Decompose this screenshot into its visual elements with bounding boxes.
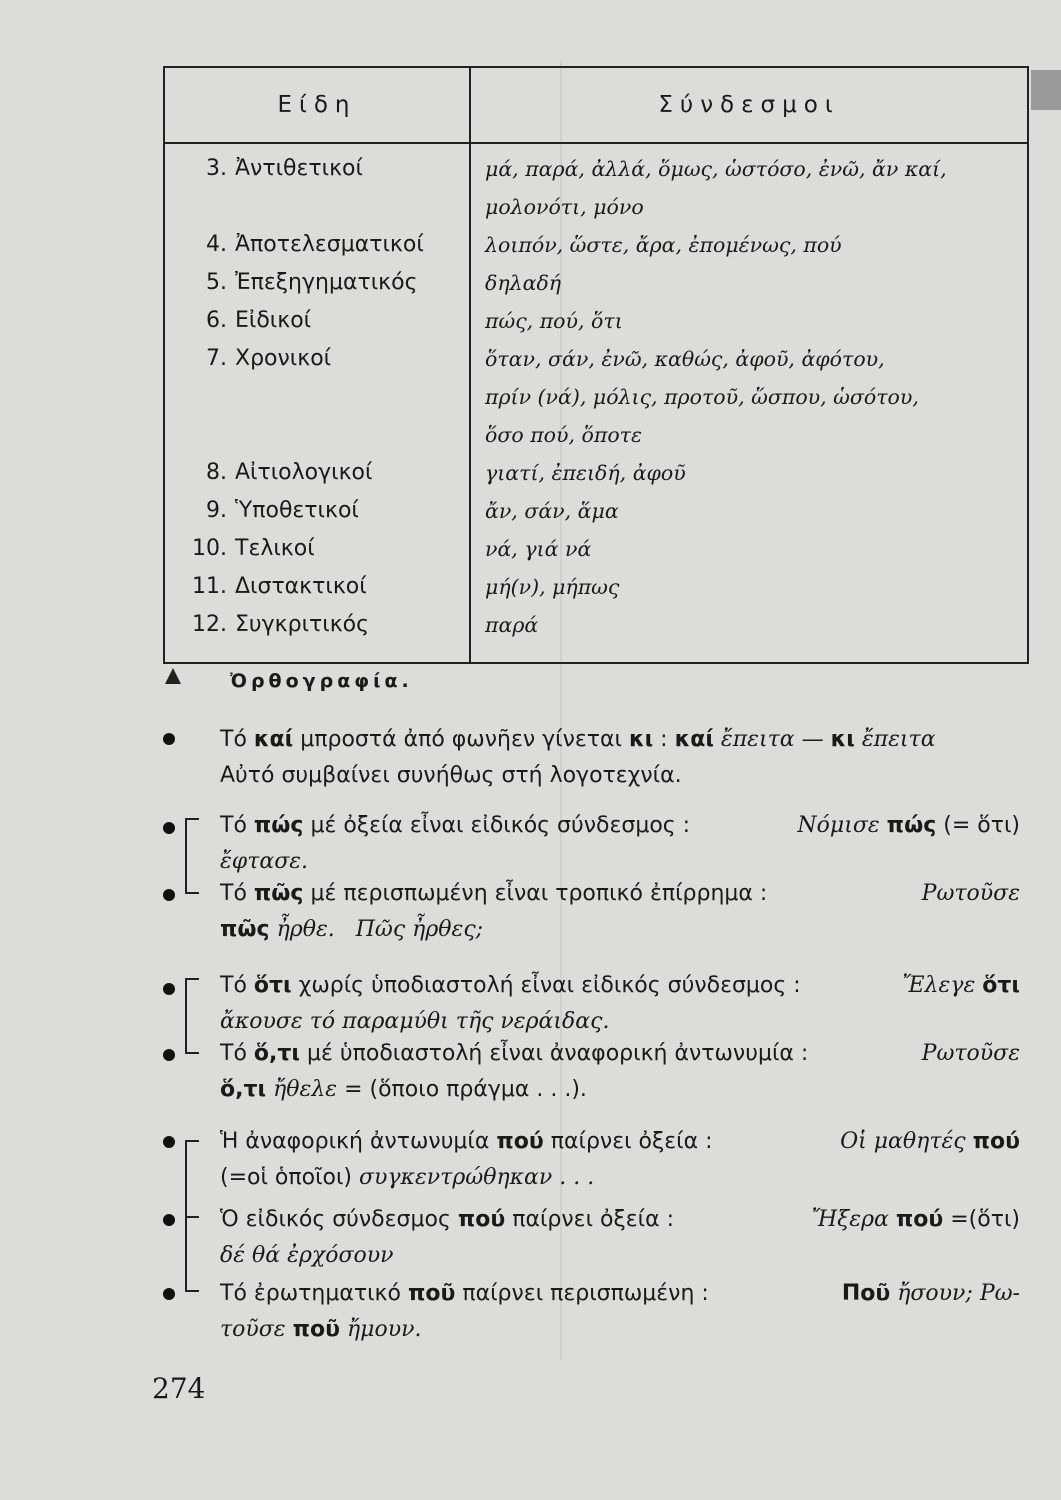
kind-row <box>175 606 469 644</box>
rule-line <box>220 808 1020 844</box>
example: ἤθελε <box>273 1077 338 1102</box>
text: μέ ὀξεία εἶναι εἰδικός σύνδεσμος : <box>310 813 691 838</box>
keyword: ποῦ <box>292 1317 340 1342</box>
kind-name: Ὑποθετικοί <box>235 498 359 523</box>
rule-line <box>220 1202 1020 1238</box>
table-body-row <box>164 143 1028 663</box>
kind-row <box>175 492 469 530</box>
rule-line <box>220 1160 1020 1196</box>
text: Ὁ εἰδικός σύνδεσμος <box>220 1207 451 1232</box>
example: Ρωτοῦσε <box>921 881 1020 906</box>
kind-name: Τελικοί <box>235 536 315 561</box>
conj-line: νά, γιά νά <box>485 537 592 561</box>
keyword: πῶς <box>220 917 270 942</box>
example: ἦρθε. <box>276 917 335 942</box>
example: ἔφτασε. <box>220 849 309 874</box>
conjunctions-column <box>470 143 1028 663</box>
kind-number: 3. <box>206 156 227 181</box>
kind-row <box>175 530 469 568</box>
bracket-pou <box>185 1140 201 1292</box>
conj-line: δηλαδή <box>485 271 562 295</box>
keyword: ὅτι <box>982 973 1020 998</box>
rule-line <box>220 968 1020 1004</box>
example: Ἤξερα <box>811 1207 889 1232</box>
rule-pou-pronoun <box>220 1124 1020 1196</box>
keyword: πού <box>895 1207 944 1232</box>
example: Ἔλεγε <box>902 973 976 998</box>
kind-name: Αἰτιολογικοί <box>235 460 373 485</box>
bracket-pos <box>185 818 201 894</box>
kind-row <box>175 302 469 340</box>
kind-name: Διστακτικοί <box>235 574 367 599</box>
text: Τό ἐρωτηματικό <box>220 1281 401 1306</box>
example: δέ θά ἐρχόσουν <box>220 1243 394 1268</box>
kind-row <box>175 226 469 264</box>
keyword: πώς <box>886 813 937 838</box>
kind-row <box>175 150 469 188</box>
keyword: Ποῦ <box>841 1281 891 1306</box>
text: Τό <box>220 881 247 906</box>
bullet-icon <box>163 1049 175 1061</box>
conj-line: μά, παρά, ἀλλά, ὅμως, ὡστόσο, ἐνῶ, ἄν καί, <box>485 157 947 181</box>
table-header-row <box>164 67 1028 143</box>
example: Πῶς ἦρθες; <box>355 917 484 942</box>
text: (=οἱ ὁποῖοι) <box>220 1165 353 1190</box>
keyword: ὅ,τι <box>253 1041 300 1066</box>
text: : <box>660 727 668 752</box>
bullet-icon <box>163 1136 175 1148</box>
example: Ρωτοῦσε <box>921 1041 1020 1066</box>
rule-line <box>220 1072 1020 1108</box>
kind-name: Ἀντιθετικοί <box>235 156 363 181</box>
conj-line: πώς, πού, ὅτι <box>485 309 623 333</box>
kinds-column <box>164 143 470 663</box>
kind-name: Ἀποτελεσματικοί <box>235 232 424 257</box>
text: Τό <box>220 1041 247 1066</box>
conj-line: ἄν, σάν, ἅμα <box>485 499 619 523</box>
section-title: Ὀρθογραφία. <box>230 670 413 692</box>
text: μπροστά ἀπό φωνῆεν γίνεται <box>300 727 622 752</box>
keyword: κι <box>830 727 855 752</box>
kind-number: 4. <box>206 232 227 257</box>
conj-line: λοιπόν, ὥστε, ἄρα, ἐπομένως, πού <box>485 233 842 257</box>
spacer-row <box>175 416 469 454</box>
keyword: πού <box>972 1129 1020 1154</box>
bullet-icon <box>163 822 175 834</box>
rule-pos-oxeia <box>220 808 1020 880</box>
text: Τό <box>220 727 247 752</box>
bullet-icon <box>163 733 175 745</box>
keyword: κι <box>628 727 654 752</box>
keyword: καί <box>674 727 714 752</box>
example: τοῦσε <box>220 1317 286 1342</box>
kind-name: Συγκριτικός <box>235 612 370 637</box>
conj-line: ὅσο πού, ὅποτε <box>485 423 643 447</box>
rule-pou-conjunction <box>220 1202 1020 1274</box>
rule-pou-interrogative <box>220 1276 1020 1348</box>
bullet-icon <box>163 889 175 901</box>
header-conjunctions: Σύνδεσμοι <box>470 67 1028 143</box>
keyword: ποῦ <box>407 1281 456 1306</box>
kind-name: Χρονικοί <box>235 346 332 371</box>
text: = (ὅποιο πράγμα . . .). <box>344 1077 587 1102</box>
example: συγκεντρώθηκαν . . . <box>359 1165 595 1190</box>
rule-kai <box>220 722 1020 794</box>
text: μέ περισπωμένη εἶναι τροπικό ἐπίρρημα : <box>310 881 768 906</box>
rule-oti <box>220 968 1020 1040</box>
kind-row <box>175 264 469 302</box>
conj-line: πρίν (νά), μόλις, προτοῦ, ὥσπου, ὡσότου, <box>485 385 919 409</box>
keyword: πῶς <box>253 881 304 906</box>
example: ἔπειτα <box>861 727 936 752</box>
spacer-row <box>175 378 469 416</box>
keyword: ὅ,τι <box>220 1077 267 1102</box>
text: =(ὅτι) <box>950 1207 1020 1232</box>
rule-line <box>220 1124 1020 1160</box>
example: ἄκουσε τό παραμύθι τῆς νεράιδας. <box>220 1009 610 1034</box>
kind-row <box>175 568 469 606</box>
kind-number: 7. <box>206 346 227 371</box>
kind-number: 9. <box>206 498 227 523</box>
kind-number: 5. <box>206 270 227 295</box>
keyword: πού <box>496 1129 544 1154</box>
example: Νόμισε <box>797 813 880 838</box>
conj-line: παρά <box>485 613 539 637</box>
text: παίρνει περισπωμένη : <box>462 1281 709 1306</box>
rule-line <box>220 1036 1020 1072</box>
keyword: πού <box>457 1207 506 1232</box>
kind-number: 10. <box>192 536 227 561</box>
text: παίρνει ὀξεία : <box>550 1129 713 1154</box>
rule-pos-perispomeni <box>220 876 1020 948</box>
conj-line: μή(ν), μήπως <box>485 575 620 599</box>
kind-number: 12. <box>192 612 227 637</box>
kind-number: 11. <box>192 574 227 599</box>
rule-line <box>220 876 1020 912</box>
kind-row <box>175 454 469 492</box>
kind-row <box>175 340 469 378</box>
rule-o-ti <box>220 1036 1020 1108</box>
keyword: καί <box>253 727 294 752</box>
example: Οἱ μαθητές <box>840 1129 966 1154</box>
page-edge-bleed <box>1031 70 1061 110</box>
header-kinds: Είδη <box>164 67 470 143</box>
rule-line <box>220 722 1020 758</box>
conj-line: ὅταν, σάν, ἐνῶ, καθώς, ἀφοῦ, ἀφότου, <box>485 347 885 371</box>
text: (= ὅτι) <box>943 813 1020 838</box>
triangle-icon <box>165 668 181 684</box>
bullet-icon <box>163 983 175 995</box>
bullet-icon <box>163 1214 175 1226</box>
conj-line: γιατί, ἐπειδή, ἀφοῦ <box>485 461 686 485</box>
text: χωρίς ὑποδιαστολή εἶναι εἰδικός σύνδεσμος : <box>298 973 801 998</box>
conjunctions-table <box>163 66 1029 664</box>
text: Τό <box>220 813 247 838</box>
page-number: 274 <box>152 1372 206 1405</box>
kind-name: Ἐπεξηγηματικός <box>235 270 418 295</box>
rule-line <box>220 912 1020 948</box>
text: μέ ὑποδιαστολή εἶναι ἀναφορική ἀντωνυμία : <box>307 1041 809 1066</box>
bracket-oti <box>185 978 201 1054</box>
bullet-icon <box>163 1288 175 1300</box>
text: Ἡ ἀναφορική ἀντωνυμία <box>220 1129 490 1154</box>
rule-line: Αὐτό συμβαίνει συνήθως στή λογοτεχνία. <box>220 763 682 788</box>
keyword: ὅτι <box>253 973 292 998</box>
text: Τό <box>220 973 247 998</box>
conj-line: μολονότι, μόνο <box>485 195 644 219</box>
example: ἔπειτα — <box>720 727 824 752</box>
keyword: πώς <box>253 813 304 838</box>
kind-name: Εἰδικοί <box>235 308 312 333</box>
spacer-row <box>175 188 469 226</box>
rule-line <box>220 1276 1020 1312</box>
rule-line <box>220 1312 1020 1348</box>
kind-number: 6. <box>206 308 227 333</box>
example: ἤσουν; Ρω- <box>897 1281 1020 1306</box>
example: ἤμουν. <box>347 1317 422 1342</box>
text: παίρνει ὀξεία : <box>512 1207 674 1232</box>
kind-number: 8. <box>206 460 227 485</box>
